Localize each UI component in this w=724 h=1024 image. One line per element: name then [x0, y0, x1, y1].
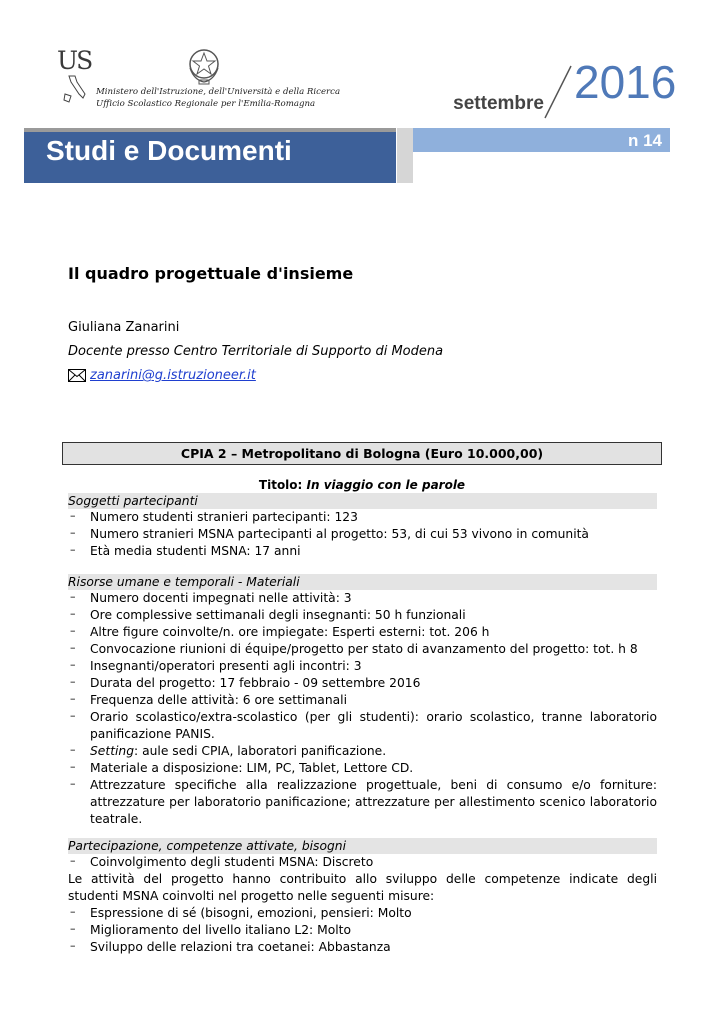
list-item: – Orario scolastico/extra-scolastico (per gli studenti): orario scolastico, tranne laboratorio panificazione PANIS. — [68, 709, 657, 743]
list-item: – Numero studenti stranieri partecipanti: 123 — [68, 509, 657, 526]
item-list — [68, 905, 657, 956]
envelope-icon — [68, 369, 86, 382]
author-name: Giuliana Zanarini — [68, 320, 180, 335]
date-separator — [543, 64, 573, 120]
project-title-box: CPIA 2 – Metropolitano di Bologna (Euro 10.000,00) — [62, 442, 662, 465]
author-email-row — [68, 368, 256, 383]
author-email-link[interactable]: zanarini@g.istruzioneer.it — [90, 368, 256, 383]
section-heading: Risorse umane e temporali - Materiali — [68, 574, 657, 590]
section-risorse — [68, 574, 657, 828]
ministry-line-1: Ministero dell'Istruzione, dell'Università e della Ricerca — [96, 87, 341, 97]
list-item: – Altre figure coinvolte/n. ore impiegate: Esperti esterni: tot. 206 h — [68, 624, 657, 641]
section-paragraph: Le attività del progetto hanno contribuito allo sviluppo delle competenze indicate degli studenti MSNA coinvolti nel progetto nelle seguenti misure: — [68, 872, 657, 903]
list-item: – Frequenza delle attività: 6 ore settimanali — [68, 692, 657, 709]
italy-map-icon — [55, 46, 95, 106]
usr-logo — [55, 46, 95, 106]
item-list — [68, 854, 657, 871]
section-soggetti — [68, 493, 657, 560]
publication-title: Studi e Documenti — [46, 135, 292, 166]
item-list — [68, 590, 657, 828]
section-heading: Partecipazione, competenze attivate, bisogni — [68, 838, 657, 854]
republic-emblem-icon — [186, 46, 222, 86]
setting-label: Setting — [90, 744, 135, 758]
list-item: – Espressione di sé (bisogni, emozioni, pensieri: Molto — [68, 905, 657, 922]
article-heading: Il quadro progettuale d'insieme — [68, 264, 354, 283]
issue-number: n 14 — [627, 131, 662, 150]
list-item: – Numero stranieri MSNA partecipanti al progetto: 53, di cui 53 vivono in comunità — [68, 526, 657, 543]
list-item: – Numero docenti impegnati nelle attività: 3 — [68, 590, 657, 607]
list-item: – Durata del progetto: 17 febbraio - 09 settembre 2016 — [68, 675, 657, 692]
section-heading: Soggetti partecipanti — [68, 493, 657, 509]
project-titolo — [62, 478, 662, 492]
list-item: – Miglioramento del livello italiano L2: Molto — [68, 922, 657, 939]
issue-year: 2016 — [574, 56, 677, 108]
section-partecipazione — [68, 838, 657, 956]
issue-month: settembre — [453, 93, 544, 114]
titolo-label: Titolo: — [258, 478, 303, 492]
list-item: – Convocazione riunioni di équipe/progetto per stato di avanzamento del progetto: tot. h 8 — [68, 641, 657, 658]
header-band-grey — [396, 128, 413, 183]
item-list — [68, 509, 657, 560]
list-item: – Materiale a disposizione: LIM, PC, Tablet, Lettore CD. — [68, 760, 657, 777]
setting-value: : aule sedi CPIA, laboratori panificazione. — [134, 744, 387, 758]
list-item: – Ore complessive settimanali degli insegnanti: 50 h funzionali — [68, 607, 657, 624]
titolo-value: In viaggio con le parole — [306, 478, 466, 492]
list-item: – Coinvolgimento degli studenti MSNA: Discreto — [68, 854, 657, 871]
list-item: – Età media studenti MSNA: 17 anni — [68, 543, 657, 560]
usr-logo-text: US — [57, 46, 92, 75]
author-affiliation: Docente presso Centro Territoriale di Supporto di Modena — [68, 344, 444, 359]
ministry-name — [96, 86, 340, 110]
list-item: – Insegnanti/operatori presenti agli incontri: 3 — [68, 658, 657, 675]
list-item-setting — [68, 743, 657, 760]
list-item: – Attrezzature specifiche alla realizzazione progettuale, beni di consumo e/o forniture: attrezzature per laboratorio panificazione; attrezzature per allestimento scenico laboratorio teatrale. — [68, 777, 657, 828]
list-item: – Sviluppo delle relazioni tra coetanei: Abbastanza — [68, 939, 657, 956]
ministry-line-2: Ufficio Scolastico Regionale per l'Emilia-Romagna — [96, 99, 316, 109]
